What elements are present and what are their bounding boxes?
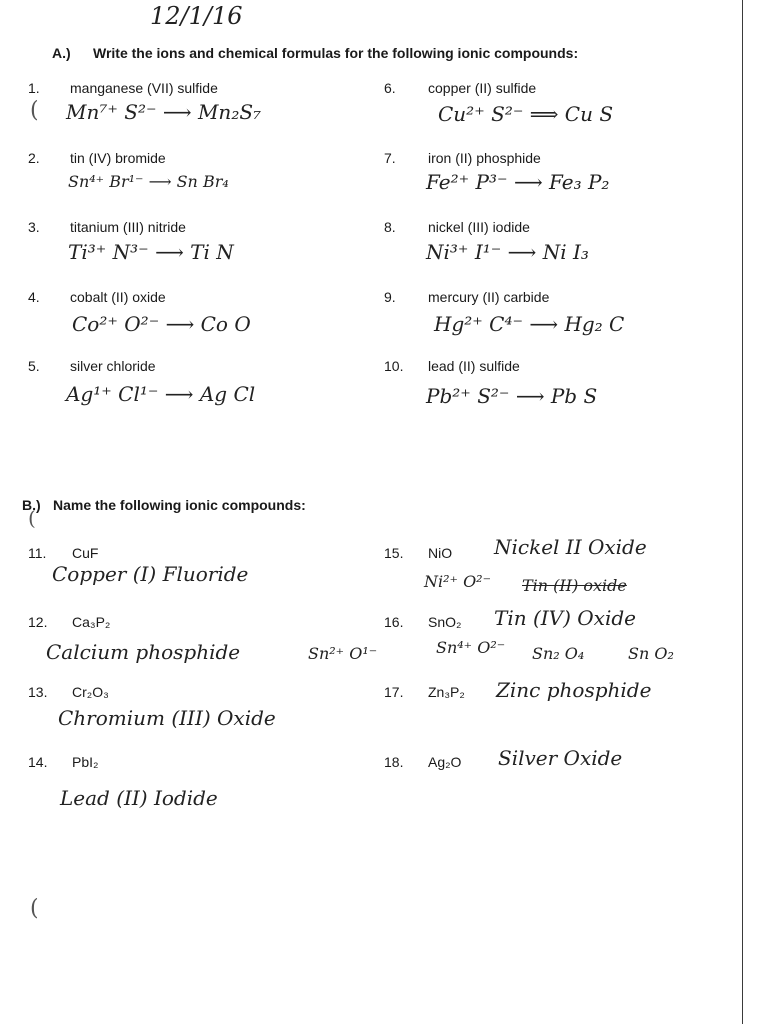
scratch-ions: Ni²⁺ O²⁻ bbox=[424, 572, 492, 591]
scratch-crossed-answer: Tin (II) oxide bbox=[522, 576, 627, 595]
handwritten-answer: Co²⁺ O²⁻ ⟶ Co O bbox=[72, 312, 251, 336]
scratch-margin-note: Sn²⁺ O¹⁻ bbox=[308, 644, 378, 663]
compound-formula: NiO bbox=[428, 545, 453, 561]
handwritten-answer: Zinc phosphide bbox=[496, 678, 652, 702]
handwritten-answer: Copper (I) Fluoride bbox=[52, 562, 249, 586]
handwritten-answer: Cu²⁺ S²⁻ ⟹ Cu S bbox=[438, 102, 614, 126]
page-edge-line bbox=[742, 0, 743, 1024]
handwritten-answer: Hg²⁺ C⁴⁻ ⟶ Hg₂ C bbox=[434, 312, 625, 336]
handwritten-answer: Tin (IV) Oxide bbox=[494, 606, 636, 630]
compound-formula: SnO₂ bbox=[428, 614, 462, 630]
compound-name: iron (II) phosphide bbox=[428, 150, 541, 166]
handwritten-answer: Sn⁴⁺ Br¹⁻ ⟶ Sn Br₄ bbox=[68, 172, 229, 191]
handwritten-answer: Lead (II) Iodide bbox=[60, 786, 218, 810]
compound-name: titanium (III) nitride bbox=[70, 219, 186, 235]
item-number: 15. bbox=[384, 545, 404, 561]
compound-formula: PbI₂ bbox=[72, 754, 99, 770]
item-number: 10. bbox=[384, 358, 404, 374]
part-b-label: B.) bbox=[22, 497, 41, 513]
item-number: 6. bbox=[384, 80, 396, 96]
compound-formula: Ca₃P₂ bbox=[72, 614, 111, 630]
item-number: 4. bbox=[28, 289, 40, 305]
compound-name: copper (II) sulfide bbox=[428, 80, 537, 96]
item-number: 13. bbox=[28, 684, 48, 700]
compound-formula: Ag₂O bbox=[428, 754, 462, 770]
scratch-ions: Sn⁴⁺ O²⁻ bbox=[436, 638, 506, 657]
handwritten-answer: Ti³⁺ N³⁻ ⟶ Ti N bbox=[68, 240, 234, 264]
compound-name: cobalt (II) oxide bbox=[70, 289, 166, 305]
part-a-label: A.) bbox=[52, 45, 71, 61]
compound-name: nickel (III) iodide bbox=[428, 219, 530, 235]
item-number: 3. bbox=[28, 219, 40, 235]
handwritten-answer: Silver Oxide bbox=[498, 746, 623, 770]
compound-name: tin (IV) bromide bbox=[70, 150, 166, 166]
compound-name: mercury (II) carbide bbox=[428, 289, 550, 305]
item-number: 16. bbox=[384, 614, 404, 630]
handwritten-answer: Ni³⁺ I¹⁻ ⟶ Ni I₃ bbox=[426, 240, 589, 264]
item-number: 9. bbox=[384, 289, 396, 305]
item-number: 17. bbox=[384, 684, 404, 700]
item-number: 14. bbox=[28, 754, 48, 770]
margin-mark: ( bbox=[30, 98, 39, 123]
compound-formula: Cr₂O₃ bbox=[72, 684, 109, 700]
item-number: 1. bbox=[28, 80, 40, 96]
item-number: 11. bbox=[28, 545, 47, 561]
scratch-attempt-1: Sn₂ O₄ bbox=[532, 644, 585, 663]
compound-name: lead (II) sulfide bbox=[428, 358, 520, 374]
margin-mark: ( bbox=[28, 506, 36, 530]
margin-mark: ( bbox=[30, 896, 39, 921]
handwritten-answer: Nickel II Oxide bbox=[494, 535, 647, 559]
item-number: 2. bbox=[28, 150, 40, 166]
handwritten-answer: Mn⁷⁺ S²⁻ ⟶ Mn₂S₇ bbox=[66, 100, 262, 124]
compound-name: silver chloride bbox=[70, 358, 156, 374]
compound-formula: Zn₃P₂ bbox=[428, 684, 465, 700]
item-number: 12. bbox=[28, 614, 48, 630]
item-number: 18. bbox=[384, 754, 404, 770]
handwritten-date: 12/1/16 bbox=[150, 2, 243, 30]
handwritten-answer: Fe²⁺ P³⁻ ⟶ Fe₃ P₂ bbox=[426, 170, 610, 194]
item-number: 8. bbox=[384, 219, 396, 235]
item-number: 7. bbox=[384, 150, 396, 166]
compound-name: manganese (VII) sulfide bbox=[70, 80, 218, 96]
part-b-heading: Name the following ionic compounds: bbox=[53, 497, 306, 513]
handwritten-answer: Ag¹⁺ Cl¹⁻ ⟶ Ag Cl bbox=[66, 382, 256, 406]
part-a-heading: Write the ions and chemical formulas for the following ionic compounds: bbox=[93, 45, 579, 61]
handwritten-answer: Chromium (III) Oxide bbox=[58, 706, 276, 730]
scratch-attempt-2: Sn O₂ bbox=[628, 644, 674, 663]
handwritten-answer: Calcium phosphide bbox=[46, 640, 241, 664]
item-number: 5. bbox=[28, 358, 40, 374]
compound-formula: CuF bbox=[72, 545, 99, 561]
handwritten-answer: Pb²⁺ S²⁻ ⟶ Pb S bbox=[426, 384, 598, 408]
